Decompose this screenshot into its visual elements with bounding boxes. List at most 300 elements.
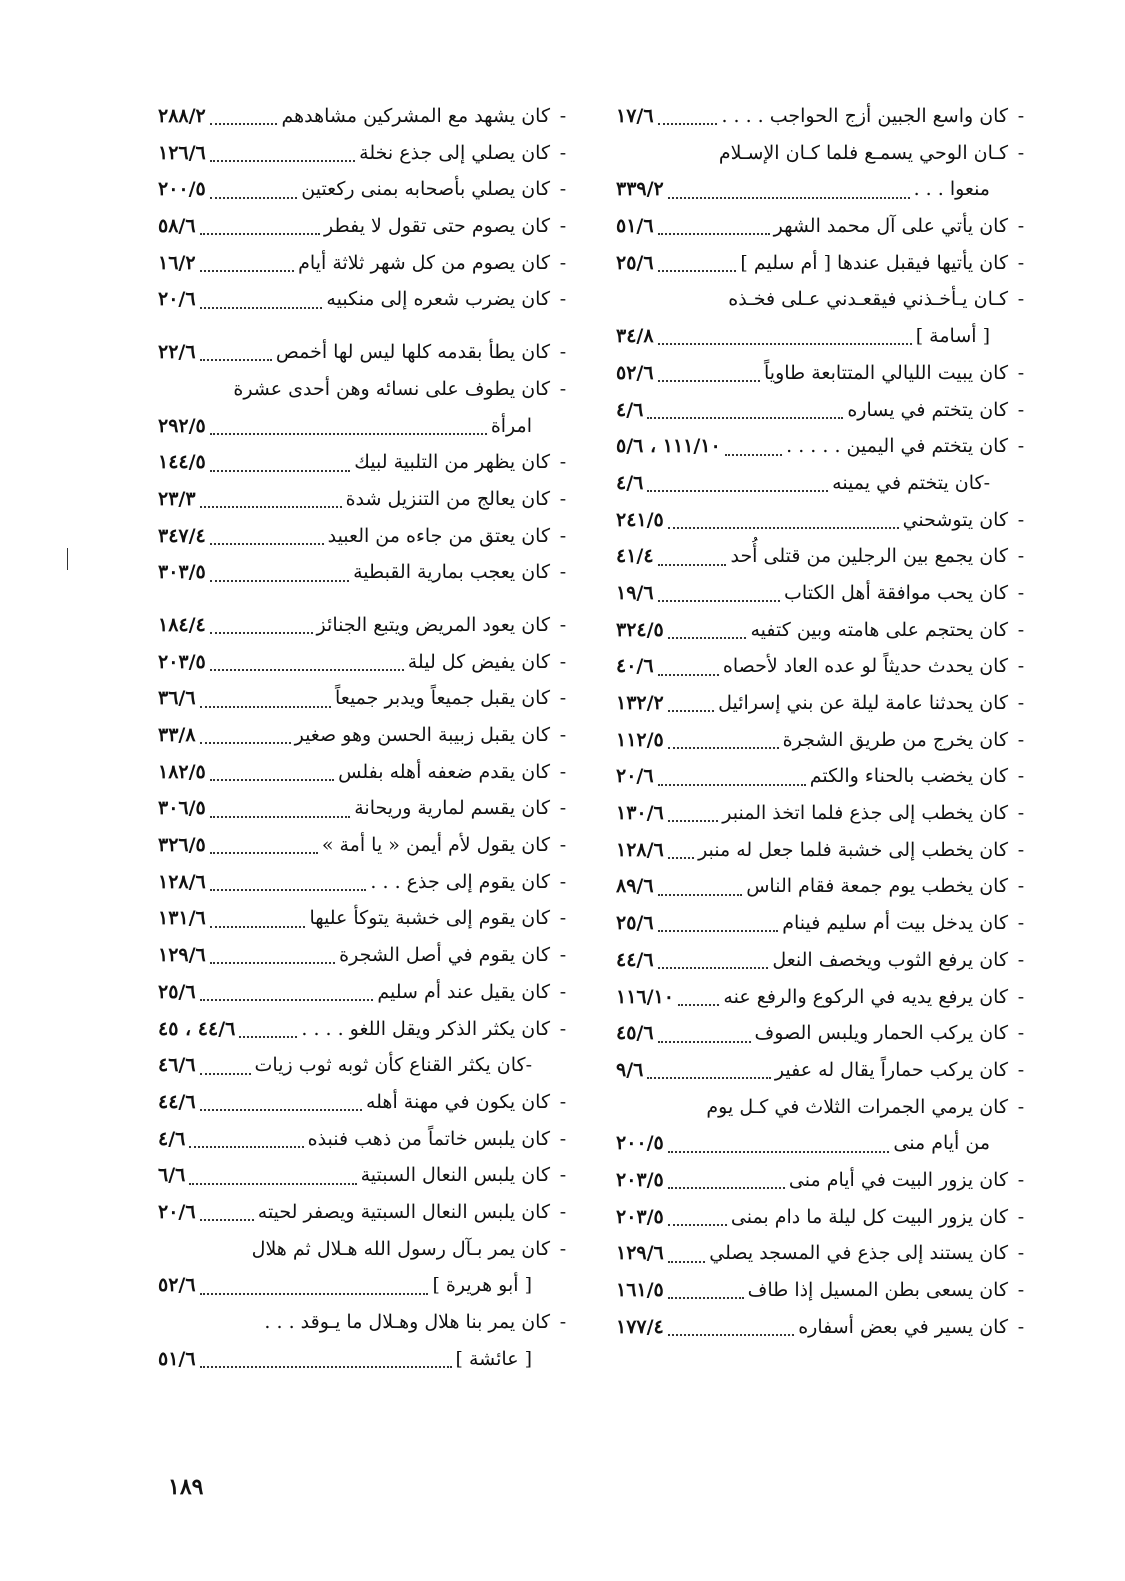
volume-page-ref: ٤/٦ xyxy=(158,1127,186,1150)
entry-dash: - xyxy=(559,105,567,127)
volume-page-ref: ٢٠/٦ xyxy=(616,765,654,788)
volume-page-ref: ٤/٦ xyxy=(616,398,644,421)
leader-dots xyxy=(210,767,334,781)
volume-page-ref: ١٩/٦ xyxy=(616,581,654,604)
entry-text: كان يقسم لمارية وريحانة xyxy=(354,797,550,820)
volume-page-ref: ١٣٢/٢ xyxy=(616,692,664,714)
volume-page-ref: ٤٤/٦ xyxy=(158,1090,196,1113)
leader-dots xyxy=(200,1207,254,1221)
entry-text: كان يقوم في أصل الشجرة xyxy=(339,944,550,967)
entry-dash: - xyxy=(1017,765,1025,788)
entry-text: كان يمر بـآل رسول الله هـلال ثم هلال xyxy=(251,1237,550,1260)
index-entry xyxy=(158,937,570,974)
leader-dots xyxy=(210,840,318,854)
index-entry xyxy=(158,1047,570,1084)
leader-dots xyxy=(658,882,743,896)
entry-text: كان يخرج من طريق الشجرة xyxy=(782,728,1008,751)
leader-dots xyxy=(725,442,782,456)
index-entry xyxy=(616,648,1028,685)
entry-text: كان يحدث حديثاً لو عده العاد لأحصاه xyxy=(722,655,1008,678)
index-entry xyxy=(158,644,570,681)
entry-dash: - xyxy=(1017,618,1025,641)
index-entry xyxy=(616,502,1028,539)
leader-dots xyxy=(210,914,306,928)
index-entry xyxy=(158,171,570,208)
index-entry xyxy=(158,135,570,172)
entry-text: كان يضرب شعره إلى منكبيه xyxy=(326,288,550,311)
volume-page-ref: ٣٣٩/٢ xyxy=(616,178,664,201)
entry-text: كان يزور البيت في أيام منى xyxy=(788,1168,1008,1191)
index-entry xyxy=(158,790,570,827)
volume-page-ref: ٢٠/٦ xyxy=(158,1200,196,1223)
volume-page-ref: ١٦١/٥ xyxy=(616,1279,664,1301)
entry-text: كان يركب حماراً يقال له عفير xyxy=(774,1058,1008,1081)
leader-dots xyxy=(210,657,404,671)
entry-dash: - xyxy=(559,907,567,930)
entry-text: كان يظهر من التلبية لبيك xyxy=(354,451,550,474)
volume-page-ref: ٤/٦ xyxy=(616,471,644,494)
volume-page-ref: ٢٥/٦ xyxy=(616,912,654,935)
leader-dots xyxy=(210,568,349,582)
entry-text: كان يخضب بالحناء والكتم xyxy=(809,765,1008,788)
volume-page-ref: ٤٦/٦ xyxy=(158,1054,196,1077)
leader-dots xyxy=(210,877,367,891)
volume-page-ref: ١١١/١٠ ، ٥/٦ xyxy=(616,435,721,458)
entry-continuation: من أيام منى xyxy=(893,1132,990,1155)
entry-text: كان يجمع بين الرجلين من قتلى أُحد xyxy=(730,545,1008,568)
volume-page-ref: ٥٢/٦ xyxy=(616,361,654,384)
volume-page-ref: ٦/٦ xyxy=(158,1164,186,1187)
entry-text: كان يسير في بعض أسفاره xyxy=(798,1315,1008,1338)
volume-page-ref: ٥١/٦ xyxy=(158,1347,196,1370)
volume-page-ref: ٢٠٠/٥ xyxy=(158,178,206,201)
entry-dash: - xyxy=(1017,288,1025,311)
entry-dash: - xyxy=(559,141,567,164)
leader-dots xyxy=(658,258,737,272)
leader-dots xyxy=(189,1134,303,1148)
index-entry xyxy=(616,245,1028,282)
index-entry xyxy=(158,518,570,555)
leader-dots xyxy=(668,735,779,749)
entry-dash: - xyxy=(559,1311,567,1333)
entry-text: كان يلبس النعال السبتية xyxy=(360,1164,550,1187)
index-entry xyxy=(616,832,1028,869)
volume-page-ref: ٣٤٧/٤ xyxy=(158,524,206,547)
index-entry xyxy=(616,1052,1028,1089)
entry-text: كان يقبل زبيبة الحسن وهو صغير xyxy=(294,724,550,746)
index-entry xyxy=(158,245,570,282)
entry-text: كان يكون في مهنة أهله xyxy=(365,1090,550,1113)
entry-dash: - xyxy=(1017,1205,1025,1228)
entry-dash: - xyxy=(1017,398,1025,421)
entry-dash: - xyxy=(1017,105,1025,127)
entry-dash: - xyxy=(559,487,567,510)
entry-dash: - xyxy=(559,1164,567,1187)
entry-dash: - xyxy=(1017,875,1025,898)
entry-text: كان يحب موافقة أهل الكتاب xyxy=(784,581,1008,604)
leader-dots xyxy=(200,1281,429,1295)
entry-dash: - xyxy=(1017,838,1025,861)
volume-page-ref: ١٢٩/٦ xyxy=(158,944,206,967)
leader-dots xyxy=(668,1139,890,1153)
leader-dots xyxy=(647,1065,771,1079)
volume-page-ref: ٨٩/٦ xyxy=(616,875,654,898)
index-entry xyxy=(616,1199,1028,1236)
entry-dash: - xyxy=(1017,435,1025,458)
entry-text: كان يبيت الليالي المتتابعة طاوياً xyxy=(764,361,1008,384)
entry-text: كان يطأ بقدمه كلها ليس لها أخمص xyxy=(275,341,550,364)
index-column-left xyxy=(158,98,570,1377)
index-entry xyxy=(616,281,1028,354)
leader-dots xyxy=(200,494,342,508)
leader-dots xyxy=(189,1171,356,1185)
entry-continuation: [ أبو هريرة ] xyxy=(432,1274,532,1297)
index-entry xyxy=(616,905,1028,942)
page-number: ١٨٩ xyxy=(168,1474,204,1500)
leader-dots xyxy=(200,1097,362,1111)
volume-page-ref: ٣٣/٨ xyxy=(158,724,196,746)
leader-dots xyxy=(668,515,899,529)
entry-dash: - xyxy=(525,1054,532,1077)
entry-dash: - xyxy=(1017,361,1025,384)
leader-dots xyxy=(658,552,727,566)
margin-mark xyxy=(67,548,68,570)
entry-dash: - xyxy=(1017,692,1025,714)
entry-text: كان يحدثنا عامة ليلة عن بني إسرائيل xyxy=(718,692,1008,714)
entry-dash: - xyxy=(1017,1095,1025,1118)
entry-dash: - xyxy=(559,341,567,364)
leader-dots xyxy=(210,111,278,125)
entry-dash: - xyxy=(559,451,567,474)
leader-dots xyxy=(200,295,323,309)
index-entry xyxy=(616,868,1028,905)
entry-text: كان يقوم إلى خشبة يتوكأ عليها xyxy=(309,907,550,930)
entry-text: كان يرفع الثوب ويخصف النعل xyxy=(772,948,1008,971)
leader-dots xyxy=(200,1354,452,1368)
leader-dots xyxy=(200,347,272,361)
entry-dash: - xyxy=(1017,948,1025,971)
entry-text: كان يعجب بمارية القبطية xyxy=(353,561,550,584)
entry-dash: - xyxy=(1017,581,1025,604)
entry-dash: - xyxy=(1017,1022,1025,1045)
entry-dash: - xyxy=(559,980,567,1003)
index-entry xyxy=(616,1272,1028,1309)
entry-dash: - xyxy=(1017,728,1025,751)
leader-dots xyxy=(210,804,350,818)
index-entry xyxy=(616,612,1028,649)
entry-dash: - xyxy=(1017,985,1025,1008)
volume-page-ref: ٤١/٤ xyxy=(616,545,654,568)
index-entry xyxy=(616,208,1028,245)
leader-dots xyxy=(668,185,910,199)
index-entry xyxy=(616,575,1028,612)
leader-dots xyxy=(668,1212,727,1226)
entry-dash: - xyxy=(1017,802,1025,825)
volume-page-ref: ٢٠٣/٥ xyxy=(616,1205,664,1228)
entry-continuation: [ أسامة ] xyxy=(915,325,990,348)
entry-dash: - xyxy=(559,1200,567,1223)
entry-text: كان يصلي بأصحابه بمنى ركعتين xyxy=(301,178,550,201)
entry-text: كان يرفع يديه في الركوع والرفع عنه xyxy=(723,985,1008,1008)
entry-text: كان يلبس النعال السبتية ويصفر لحيته xyxy=(257,1200,550,1223)
index-entry xyxy=(616,392,1028,429)
index-entry xyxy=(158,281,570,318)
leader-dots xyxy=(239,1024,297,1038)
index-entry xyxy=(616,135,1028,208)
entry-dash: - xyxy=(559,561,567,584)
index-entry xyxy=(158,371,570,444)
volume-page-ref: ٣٢٦/٥ xyxy=(158,834,206,857)
entry-text: كـان يـأخـذني فيقعـدني عـلى فخـذه xyxy=(728,288,1008,311)
volume-page-ref: ١٢٨/٦ xyxy=(616,838,664,861)
entry-text: كان يدخل بيت أم سليم فينام xyxy=(782,912,1008,935)
entry-text: كـان الوحي يسمـع فلما كـان الإسـلام xyxy=(718,141,1008,164)
volume-page-ref: ١٧٧/٤ xyxy=(616,1315,664,1338)
leader-dots xyxy=(668,698,714,712)
entry-dash: - xyxy=(559,288,567,311)
entry-dash: - xyxy=(1017,655,1025,678)
entry-text: كان يعالج من التنزيل شدة xyxy=(345,487,550,510)
entry-dash: - xyxy=(559,251,567,274)
entry-text: كان يزور البيت كل ليلة ما دام بمنى xyxy=(730,1205,1008,1228)
index-entry xyxy=(158,1011,570,1048)
index-entry xyxy=(616,722,1028,759)
leader-dots xyxy=(200,987,374,1001)
leader-dots xyxy=(658,955,769,969)
leader-dots xyxy=(658,111,718,125)
index-entry xyxy=(616,98,1028,135)
volume-page-ref: ٢٥/٦ xyxy=(158,980,196,1003)
index-entry xyxy=(158,554,570,591)
entry-dash: - xyxy=(559,1237,567,1260)
entry-dash: - xyxy=(559,215,567,238)
index-entry xyxy=(616,355,1028,392)
entry-dash: - xyxy=(559,944,567,967)
volume-page-ref: ١٣١/٦ xyxy=(158,907,206,930)
entry-text: كان يخطب إلى جذع فلما اتخذ المنبر xyxy=(722,802,1008,825)
volume-page-ref: ٤٤/٦ xyxy=(616,948,654,971)
leader-dots xyxy=(658,662,719,676)
entry-dash: - xyxy=(559,1090,567,1113)
volume-page-ref: ١٣٠/٦ xyxy=(616,802,664,825)
volume-page-ref: ٥٢/٦ xyxy=(158,1274,196,1297)
volume-page-ref: ١٢٩/٦ xyxy=(616,1242,664,1265)
leader-dots xyxy=(200,694,331,708)
entry-dash: - xyxy=(1017,1242,1025,1265)
index-entry xyxy=(158,1304,570,1377)
entry-dash: - xyxy=(1017,215,1025,238)
entry-text: كان يكثر القناع كأن ثوبه ثوب زيات xyxy=(254,1054,526,1077)
volume-page-ref: ٣٤/٨ xyxy=(616,325,654,348)
volume-page-ref: ٣٠٣/٥ xyxy=(158,561,206,584)
index-entry xyxy=(158,754,570,791)
leader-dots xyxy=(210,421,487,435)
volume-page-ref: ٣٢٤/٥ xyxy=(616,618,664,641)
leader-dots xyxy=(678,992,719,1006)
index-entry xyxy=(158,717,570,754)
entry-text: كان يقوم إلى جذع . . . xyxy=(370,870,550,893)
leader-dots xyxy=(668,1285,744,1299)
index-entry xyxy=(158,1084,570,1121)
index-entry xyxy=(158,1121,570,1158)
volume-page-ref: ٢٤١/٥ xyxy=(616,508,664,531)
entry-text: كان يقول لأم أيمن « يا أمة » xyxy=(321,834,550,857)
volume-page-ref: ١٢٦/٦ xyxy=(158,141,206,164)
entry-dash: - xyxy=(559,834,567,857)
volume-page-ref: ٢٨٨/٢ xyxy=(158,105,206,127)
volume-page-ref: ٢٢/٦ xyxy=(158,341,196,364)
entry-text: كان واسع الجبين أزج الحواجب . . . . xyxy=(721,105,1008,127)
volume-page-ref: ١٨٢/٥ xyxy=(158,760,206,783)
index-entry xyxy=(158,1194,570,1231)
index-entry xyxy=(616,795,1028,832)
index-entry xyxy=(158,900,570,937)
entry-text: كان يشهد مع المشركين مشاهدهم xyxy=(281,105,550,127)
volume-page-ref: ٢٠٣/٥ xyxy=(158,650,206,673)
leader-dots xyxy=(210,950,335,964)
entry-text: كان يسعى بطن المسيل إذا طاف xyxy=(747,1279,1008,1301)
leader-dots xyxy=(658,588,780,602)
entry-text: كان يكثر الذكر ويقل اللغو . . . . xyxy=(301,1017,550,1040)
entry-dash: - xyxy=(1017,1168,1025,1191)
entry-dash: - xyxy=(559,650,567,673)
entry-dash: - xyxy=(1017,508,1025,531)
entry-text: كان يتوشحني xyxy=(902,508,1008,531)
index-entry xyxy=(158,444,570,481)
leader-dots xyxy=(668,808,719,822)
leader-dots xyxy=(658,772,806,786)
entry-text: كان يفيض كل ليلة xyxy=(407,650,550,673)
entry-text: كان يخطب يوم جمعة فقام الناس xyxy=(746,875,1008,898)
index-entry xyxy=(616,685,1028,722)
index-entry xyxy=(158,607,570,644)
index-entry xyxy=(158,334,570,371)
index-entry xyxy=(158,98,570,135)
leader-dots xyxy=(210,620,313,634)
leader-dots xyxy=(658,368,760,382)
leader-dots xyxy=(647,478,828,492)
volume-page-ref: ١٧/٦ xyxy=(616,105,654,127)
entry-dash: - xyxy=(559,613,567,636)
entry-dash: - xyxy=(1017,1058,1025,1081)
entry-text: كان يصوم من كل شهر ثلاثة أيام xyxy=(298,251,550,274)
leader-dots xyxy=(658,918,779,932)
volume-page-ref: ٩/٦ xyxy=(616,1058,644,1081)
entry-text: كان يقبل جميعاً ويدبر جميعاً xyxy=(334,687,550,710)
entry-dash: - xyxy=(559,870,567,893)
entry-dash: - xyxy=(559,1017,567,1040)
index-entry xyxy=(158,974,570,1011)
volume-page-ref: ٢٠٠/٥ xyxy=(616,1132,664,1155)
volume-page-ref: ٢٠/٦ xyxy=(158,288,196,311)
volume-page-ref: ٢٠٣/٥ xyxy=(616,1168,664,1191)
index-entry xyxy=(158,864,570,901)
leader-dots xyxy=(200,1061,251,1075)
leader-dots xyxy=(658,331,912,345)
volume-page-ref: ٥٨/٦ xyxy=(158,215,196,238)
volume-page-ref: ١١٦/١٠ xyxy=(616,985,674,1008)
volume-page-ref: ١٤٤/٥ xyxy=(158,451,206,474)
index-entry xyxy=(616,538,1028,575)
index-entry xyxy=(616,1235,1028,1272)
entry-dash: - xyxy=(559,178,567,201)
entry-dash: - xyxy=(559,760,567,783)
entry-dash: - xyxy=(1017,545,1025,568)
index-entry xyxy=(616,942,1028,979)
entry-text: كان يتختم في يساره xyxy=(847,398,1008,421)
index-entry xyxy=(158,481,570,518)
entry-text: كان يخطب إلى خشبة فلما جعل له منبر xyxy=(698,838,1008,861)
leader-dots xyxy=(658,1029,751,1043)
index-entry xyxy=(616,979,1028,1016)
leader-dots xyxy=(658,221,770,235)
entry-dash: - xyxy=(983,471,990,494)
index-entry xyxy=(616,465,1028,502)
index-entry xyxy=(158,680,570,717)
entry-text: كان يعود المريض ويتبع الجنائز xyxy=(316,613,550,636)
entry-text: كان يرمي الجمرات الثلاث في كـل يوم xyxy=(706,1095,1008,1118)
volume-page-ref: ٤٠/٦ xyxy=(616,655,654,678)
leader-dots xyxy=(200,730,291,744)
volume-page-ref: ٢٣/٣ xyxy=(158,487,196,510)
volume-page-ref: ٣٠٦/٥ xyxy=(158,797,206,820)
entry-text: كان يحتجم على هامته وبين كتفيه xyxy=(750,618,1008,641)
entry-text: كان يصوم حتى تقول لا يفطر xyxy=(324,215,550,238)
leader-dots xyxy=(668,1249,706,1263)
volume-page-ref: ٣٦/٦ xyxy=(158,687,196,710)
leader-dots xyxy=(647,405,843,419)
index-entry xyxy=(616,428,1028,465)
volume-page-ref: ٢٥/٦ xyxy=(616,251,654,274)
leader-dots xyxy=(210,148,355,162)
volume-page-ref: ٢٩٢/٥ xyxy=(158,414,206,437)
entry-continuation: منعوا . . . xyxy=(913,178,990,201)
index-entry xyxy=(158,827,570,864)
index-entry xyxy=(616,1162,1028,1199)
index-entry xyxy=(158,1231,570,1304)
entry-continuation: [ عائشة ] xyxy=(455,1347,532,1370)
entry-dash: - xyxy=(559,724,567,746)
volume-page-ref: ٤٤/٦ ، ٤٥ xyxy=(158,1017,236,1040)
entry-continuation: امرأة xyxy=(490,414,532,437)
entry-dash: - xyxy=(559,1127,567,1150)
index-entry xyxy=(616,1015,1028,1052)
volume-page-ref: ١٦/٢ xyxy=(158,251,196,274)
entry-text: كان يتختم في يمينه xyxy=(832,471,984,494)
index-entry xyxy=(158,1157,570,1194)
entry-dash: - xyxy=(1017,1315,1025,1338)
volume-page-ref: ١٢٨/٦ xyxy=(158,870,206,893)
entry-text: كان يمر بنا هلال وهـلال ما يـوقد . . . xyxy=(264,1311,550,1333)
volume-page-ref: ١١٢/٥ xyxy=(616,728,664,751)
entry-dash: - xyxy=(1017,912,1025,935)
entry-text: كان يأتيها فيقبل عندها [ أم سليم ] xyxy=(740,251,1008,274)
entry-dash: - xyxy=(1017,1279,1025,1301)
leader-dots xyxy=(668,845,694,859)
entry-dash: - xyxy=(1017,251,1025,274)
entry-dash: - xyxy=(559,377,567,400)
leader-dots xyxy=(668,1322,794,1336)
volume-page-ref: ٥١/٦ xyxy=(616,215,654,238)
index-entry xyxy=(616,1309,1028,1346)
entry-text: كان يتختم في اليمين . . . . . xyxy=(786,435,1008,458)
entry-text: كان يأتي على آل محمد الشهر xyxy=(773,215,1008,238)
entry-text: كان يقدم ضعفه أهله بفلس xyxy=(338,760,550,783)
entry-text: كان يستند إلى جذع في المسجد يصلي xyxy=(709,1242,1008,1265)
entry-text: كان يطوف على نسائه وهن أحدى عشرة xyxy=(233,377,550,400)
volume-page-ref: ١٨٤/٤ xyxy=(158,613,206,636)
index-entry xyxy=(158,208,570,245)
